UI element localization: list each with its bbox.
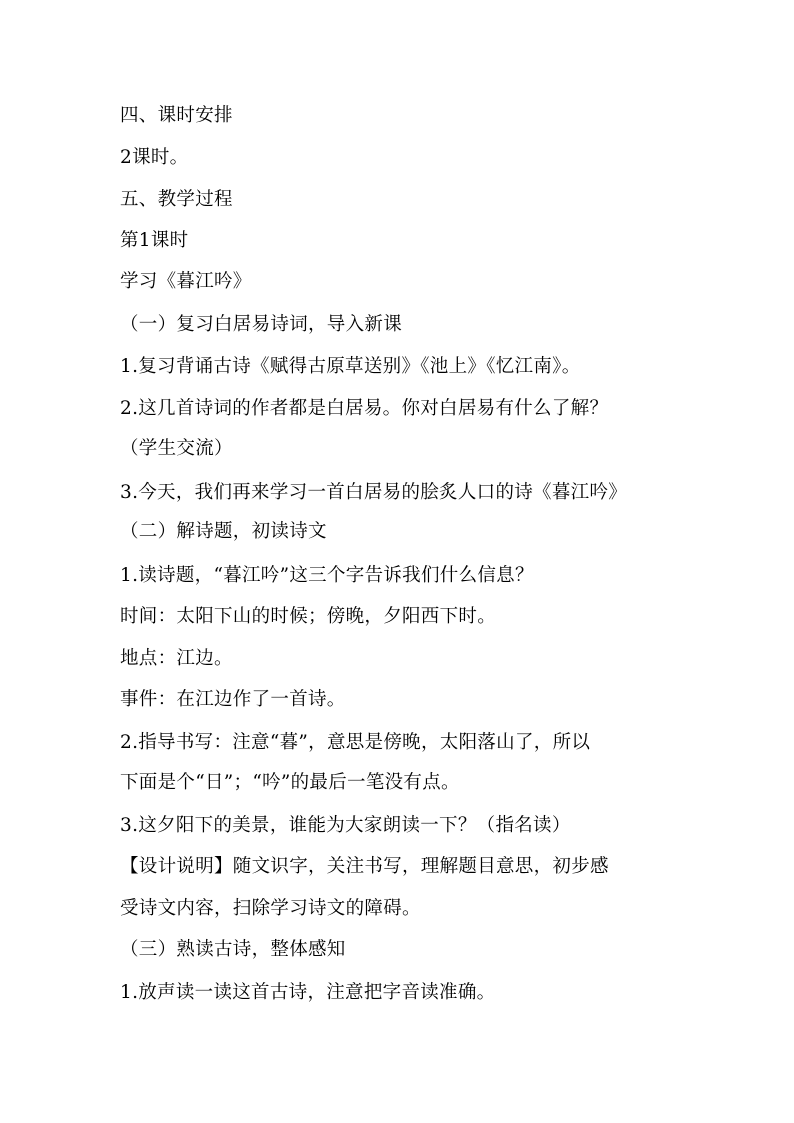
- section-heading-process: 五、教学过程: [120, 189, 233, 210]
- paragraph: 1.复习背诵古诗《赋得古原草送别》《池上》《忆江南》。: [120, 356, 581, 377]
- paragraph: （学生交流）: [120, 438, 233, 459]
- paragraph: 2.这几首诗词的作者都是白居易。你对白居易有什么了解？: [120, 398, 609, 419]
- paragraph: 下面是个“日”；“吟”的最后一笔没有点。: [120, 772, 460, 793]
- paragraph: 3.这夕阳下的美景，谁能为大家朗读一下？（指名读）: [120, 815, 571, 836]
- paragraph: 1.放声读一读这首古诗，注意把字音读准确。: [120, 982, 496, 1003]
- subsection-heading: （二）解诗题，初读诗文: [120, 521, 327, 542]
- paragraph: 3.今天，我们再来学习一首白居易的脍炙人口的诗《暮江吟》: [120, 482, 628, 503]
- paragraph: 2.指导书写：注意“暮”，意思是傍晚，太阳落山了，所以: [120, 732, 591, 753]
- lesson-heading: 第1课时: [120, 230, 189, 251]
- paragraph: 地点：江边。: [120, 648, 233, 669]
- lesson-title: 学习《暮江吟》: [120, 271, 252, 292]
- paragraph: 时间：太阳下山的时候；傍晚，夕阳西下时。: [120, 606, 497, 627]
- paragraph: 事件：在江边作了一首诗。: [120, 689, 346, 710]
- design-note-continued: 受诗文内容，扫除学习诗文的障碍。: [120, 898, 421, 919]
- subsection-heading: （一）复习白居易诗词，导入新课: [120, 314, 403, 335]
- design-note: 【设计说明】随文识字，关注书写，理解题目意思，初步感: [120, 856, 609, 877]
- paragraph: 1.读诗题，“暮江吟”这三个字告诉我们什么信息？: [120, 565, 534, 586]
- subsection-heading: （三）熟读古诗，整体感知: [120, 939, 346, 960]
- section-heading-schedule: 四、课时安排: [120, 105, 233, 126]
- paragraph: 2课时。: [120, 147, 189, 168]
